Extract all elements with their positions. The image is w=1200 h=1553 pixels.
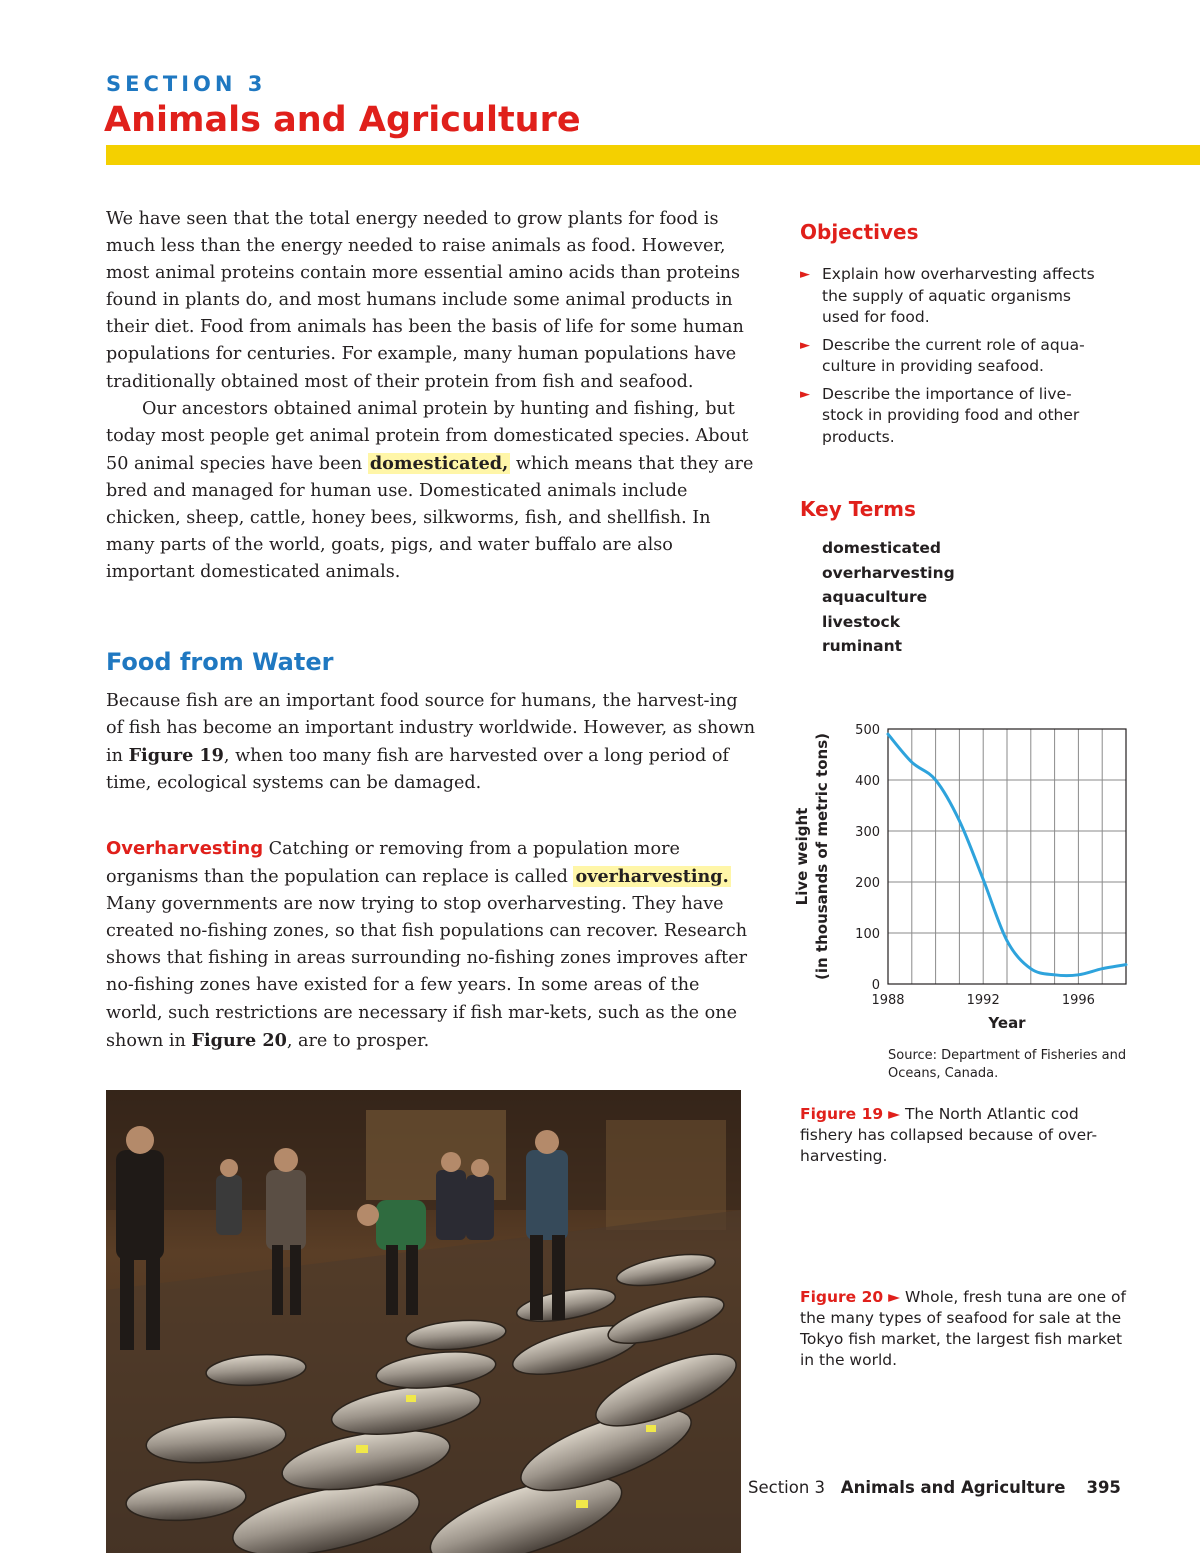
chart-y-axis-label-line-2: (in thousands of metric tons) bbox=[813, 733, 831, 980]
food-paragraph bbox=[106, 688, 756, 797]
chart-x-tick-label: 1996 bbox=[1061, 993, 1095, 1008]
over-p-mid: Many governments are now trying to stop overharvesting. They have created no-fishing zones, so that fish populations can recover. Research shows that fishing in areas surrounding no-fishing zones improves after no-fishing zones have existed for a few years. In some areas of the world, such restrictions are necessary if fish mar-kets, such as the one shown in bbox=[106, 894, 748, 1051]
key-term-overharvesting: overharvesting. bbox=[575, 866, 729, 888]
figure-19-label: Figure 19 bbox=[800, 1105, 884, 1123]
objectives-list bbox=[800, 264, 1110, 454]
chart-x-tick-label: 1992 bbox=[966, 993, 1000, 1008]
footer-title: Animals and Agriculture bbox=[840, 1478, 1066, 1497]
arrow-bullet-icon: ► bbox=[800, 386, 810, 402]
figure-19-reference: Figure 19 bbox=[128, 745, 224, 767]
food-p-end: , when too many fish are harvested over a long period of time, ecological systems can be damaged. bbox=[106, 746, 729, 794]
page-footer bbox=[748, 1478, 1121, 1497]
objective-text: Explain how overharvesting affects the supply of aquatic organisms used for food. bbox=[822, 265, 1095, 326]
chart-x-axis-label: Year bbox=[988, 1014, 1026, 1032]
objective-text: Describe the importance of live-stock in providing food and other products. bbox=[822, 384, 1080, 446]
chart-y-tick-label: 0 bbox=[871, 978, 880, 993]
overharvesting-runin-heading: Overharvesting bbox=[106, 838, 264, 859]
chart-y-axis-label-line-1: Live weight bbox=[793, 807, 811, 906]
objective-item bbox=[800, 335, 1110, 378]
figure-19-text: The North Atlantic cod fishery has collapsed because of over-harvesting. bbox=[800, 1105, 1098, 1165]
chart-y-tick-label: 400 bbox=[855, 774, 880, 789]
arrow-bullet-icon: ► bbox=[888, 1105, 901, 1123]
section-label: SECTION 3 bbox=[106, 72, 267, 96]
overharvesting-paragraph bbox=[106, 835, 756, 1055]
tokyo-fish-market-photo bbox=[106, 1090, 741, 1553]
title-rule bbox=[106, 145, 1200, 165]
over-p-end: , are to prosper. bbox=[286, 1030, 430, 1051]
key-term-domesticated: domesticated, bbox=[369, 452, 509, 474]
chart-y-tick-label: 200 bbox=[855, 876, 880, 891]
figure-19-caption bbox=[800, 1104, 1130, 1167]
chart-y-tick-label: 300 bbox=[855, 825, 880, 840]
objective-text: Describe the current role of aqua-culture in providing seafood. bbox=[822, 335, 1085, 375]
objective-item bbox=[800, 264, 1110, 329]
key-term-item: aquaculture bbox=[822, 588, 928, 606]
figure-20-text: Whole, fresh tuna are one of the many types of seafood for sale at the Tokyo fish market, the largest fish market in the world. bbox=[800, 1288, 1126, 1369]
key-terms-heading: Key Terms bbox=[800, 497, 916, 521]
food-p-start: Because fish are an important food source for humans, the harvest-ing of fish has become an important industry worldwide. However, as shown in bbox=[106, 691, 756, 767]
page-number: 395 bbox=[1086, 1478, 1121, 1497]
overharvesting-text bbox=[106, 835, 756, 1055]
page-title: Animals and Agriculture bbox=[104, 100, 581, 140]
key-terms-list bbox=[822, 536, 955, 659]
intro-p2-start: Our ancestors obtained animal protein by hunting and fishing, but today most people get animal protein from domesticated species. About 50 animal species have been bbox=[106, 398, 749, 474]
arrow-bullet-icon: ► bbox=[800, 267, 810, 282]
key-term-item: overharvesting bbox=[822, 563, 955, 582]
intro-paragraph-1: We have seen that the total energy needed to grow plants for food is much less than the energy needed to raise animals as food. However, most animal proteins contain more essential amino acids than proteins found in plants do, and most humans include some animal products in their diet. Food from animals has been the basis of life for some human populations for centuries. For example, many human populations have traditionally obtained most of their protein from fish and seafood. bbox=[106, 209, 744, 392]
objective-item bbox=[800, 384, 1110, 449]
over-p-start: Catching or removing from a population more organisms than the population can replace is called bbox=[106, 839, 680, 888]
intro-p2-end: which means that they are bred and managed for human use. Domesticated animals include chicken, sheep, cattle, honey bees, silkworms, fish, and shellfish. In many parts of the world, goats, pigs, and water buffalo are also important domesticated animals. bbox=[106, 453, 754, 583]
key-term-item: ruminant bbox=[822, 637, 903, 655]
chart-y-tick-label: 500 bbox=[855, 723, 880, 738]
key-term-item: livestock bbox=[822, 612, 901, 631]
food-from-water-text bbox=[106, 688, 756, 797]
objectives-heading: Objectives bbox=[800, 220, 919, 244]
intro-paragraph-2 bbox=[106, 396, 756, 587]
arrow-bullet-icon: ► bbox=[888, 1288, 901, 1306]
chart-source-note: Source: Department of Fisheries and Oceans, Canada. bbox=[888, 1048, 1127, 1081]
key-term-item: domesticated bbox=[822, 539, 942, 557]
figure-20-label: Figure 20 bbox=[800, 1288, 884, 1306]
food-from-water-heading: Food from Water bbox=[106, 648, 334, 676]
arrow-bullet-icon: ► bbox=[800, 337, 810, 353]
footer-section: Section 3 bbox=[748, 1478, 826, 1497]
chart-y-tick-label: 100 bbox=[855, 927, 880, 942]
chart-x-tick-label: 1988 bbox=[871, 993, 905, 1008]
cod-fishery-line-chart bbox=[780, 710, 1140, 1040]
intro-text bbox=[106, 206, 756, 586]
figure-20-caption bbox=[800, 1287, 1130, 1371]
figure-20-reference: Figure 20 bbox=[191, 1029, 287, 1051]
